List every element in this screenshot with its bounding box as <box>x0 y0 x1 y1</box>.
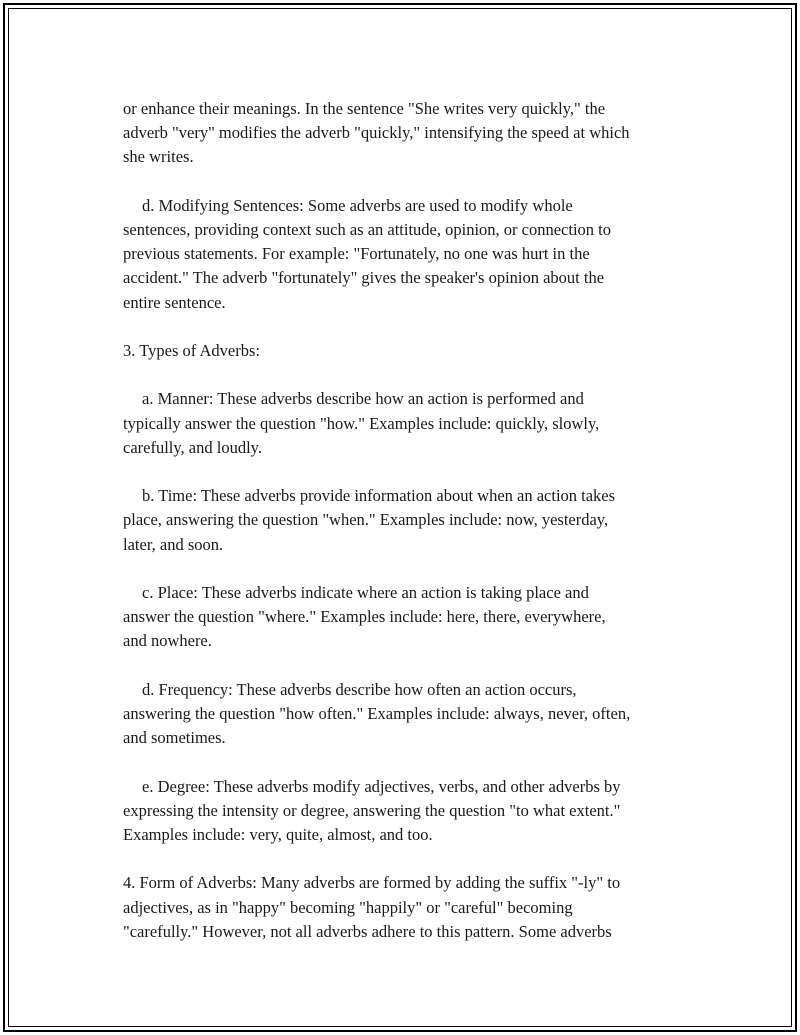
paragraph-place: c. Place: These adverbs indicate where an action is taking place and answer the question "where." Examples include: here, there, everywhere, and nowhere. <box>123 582 606 651</box>
paragraph-manner: a. Manner: These adverbs describe how an action is performed and typically answer the question "how." Examples include: quickly, slowly, carefully, and loudly. <box>123 389 600 457</box>
paragraph-adverb-modifying-adverb: or enhance their meanings. In the sentence "She writes very quickly," the adverb "very" modifies the adverb "quickly," intensifying the speed at which she writes. <box>123 99 630 167</box>
section-heading-types-of-adverbs: 3. Types of Adverbs: <box>123 341 260 360</box>
paragraph-form-of-adverbs: 4. Form of Adverbs: Many adverbs are formed by adding the suffix "-ly" to adjectives, as in "happy" becoming "happily" or "careful" becoming "carefully." However, not all adverbs adhere to this pattern. Some adverbs <box>123 873 621 941</box>
paragraph-frequency: d. Frequency: These adverbs describe how often an action occurs, answering the question "how often." Examples include: always, never, often, and sometimes. <box>123 679 631 748</box>
paragraph-degree: e. Degree: These adverbs modify adjectives, verbs, and other adverbs by expressing the intensity or degree, answering the question "to what extent." Examples include: very, quite, almost, and too. <box>123 776 621 844</box>
paragraph-modifying-sentences: d. Modifying Sentences: Some adverbs are used to modify whole sentences, providing context such as an attitude, opinion, or connection to previous statements. For example: "Fortunately, no one was hurt in the accident." The adverb "fortunately" gives the speaker's opinion about the entire sentence. <box>123 195 612 312</box>
page-frame <box>3 3 797 1032</box>
document-body <box>123 97 698 944</box>
paragraph-time: b. Time: These adverbs provide information about when an action takes place, answering the question "when." Examples include: now, yesterday, later, and soon. <box>123 486 616 554</box>
